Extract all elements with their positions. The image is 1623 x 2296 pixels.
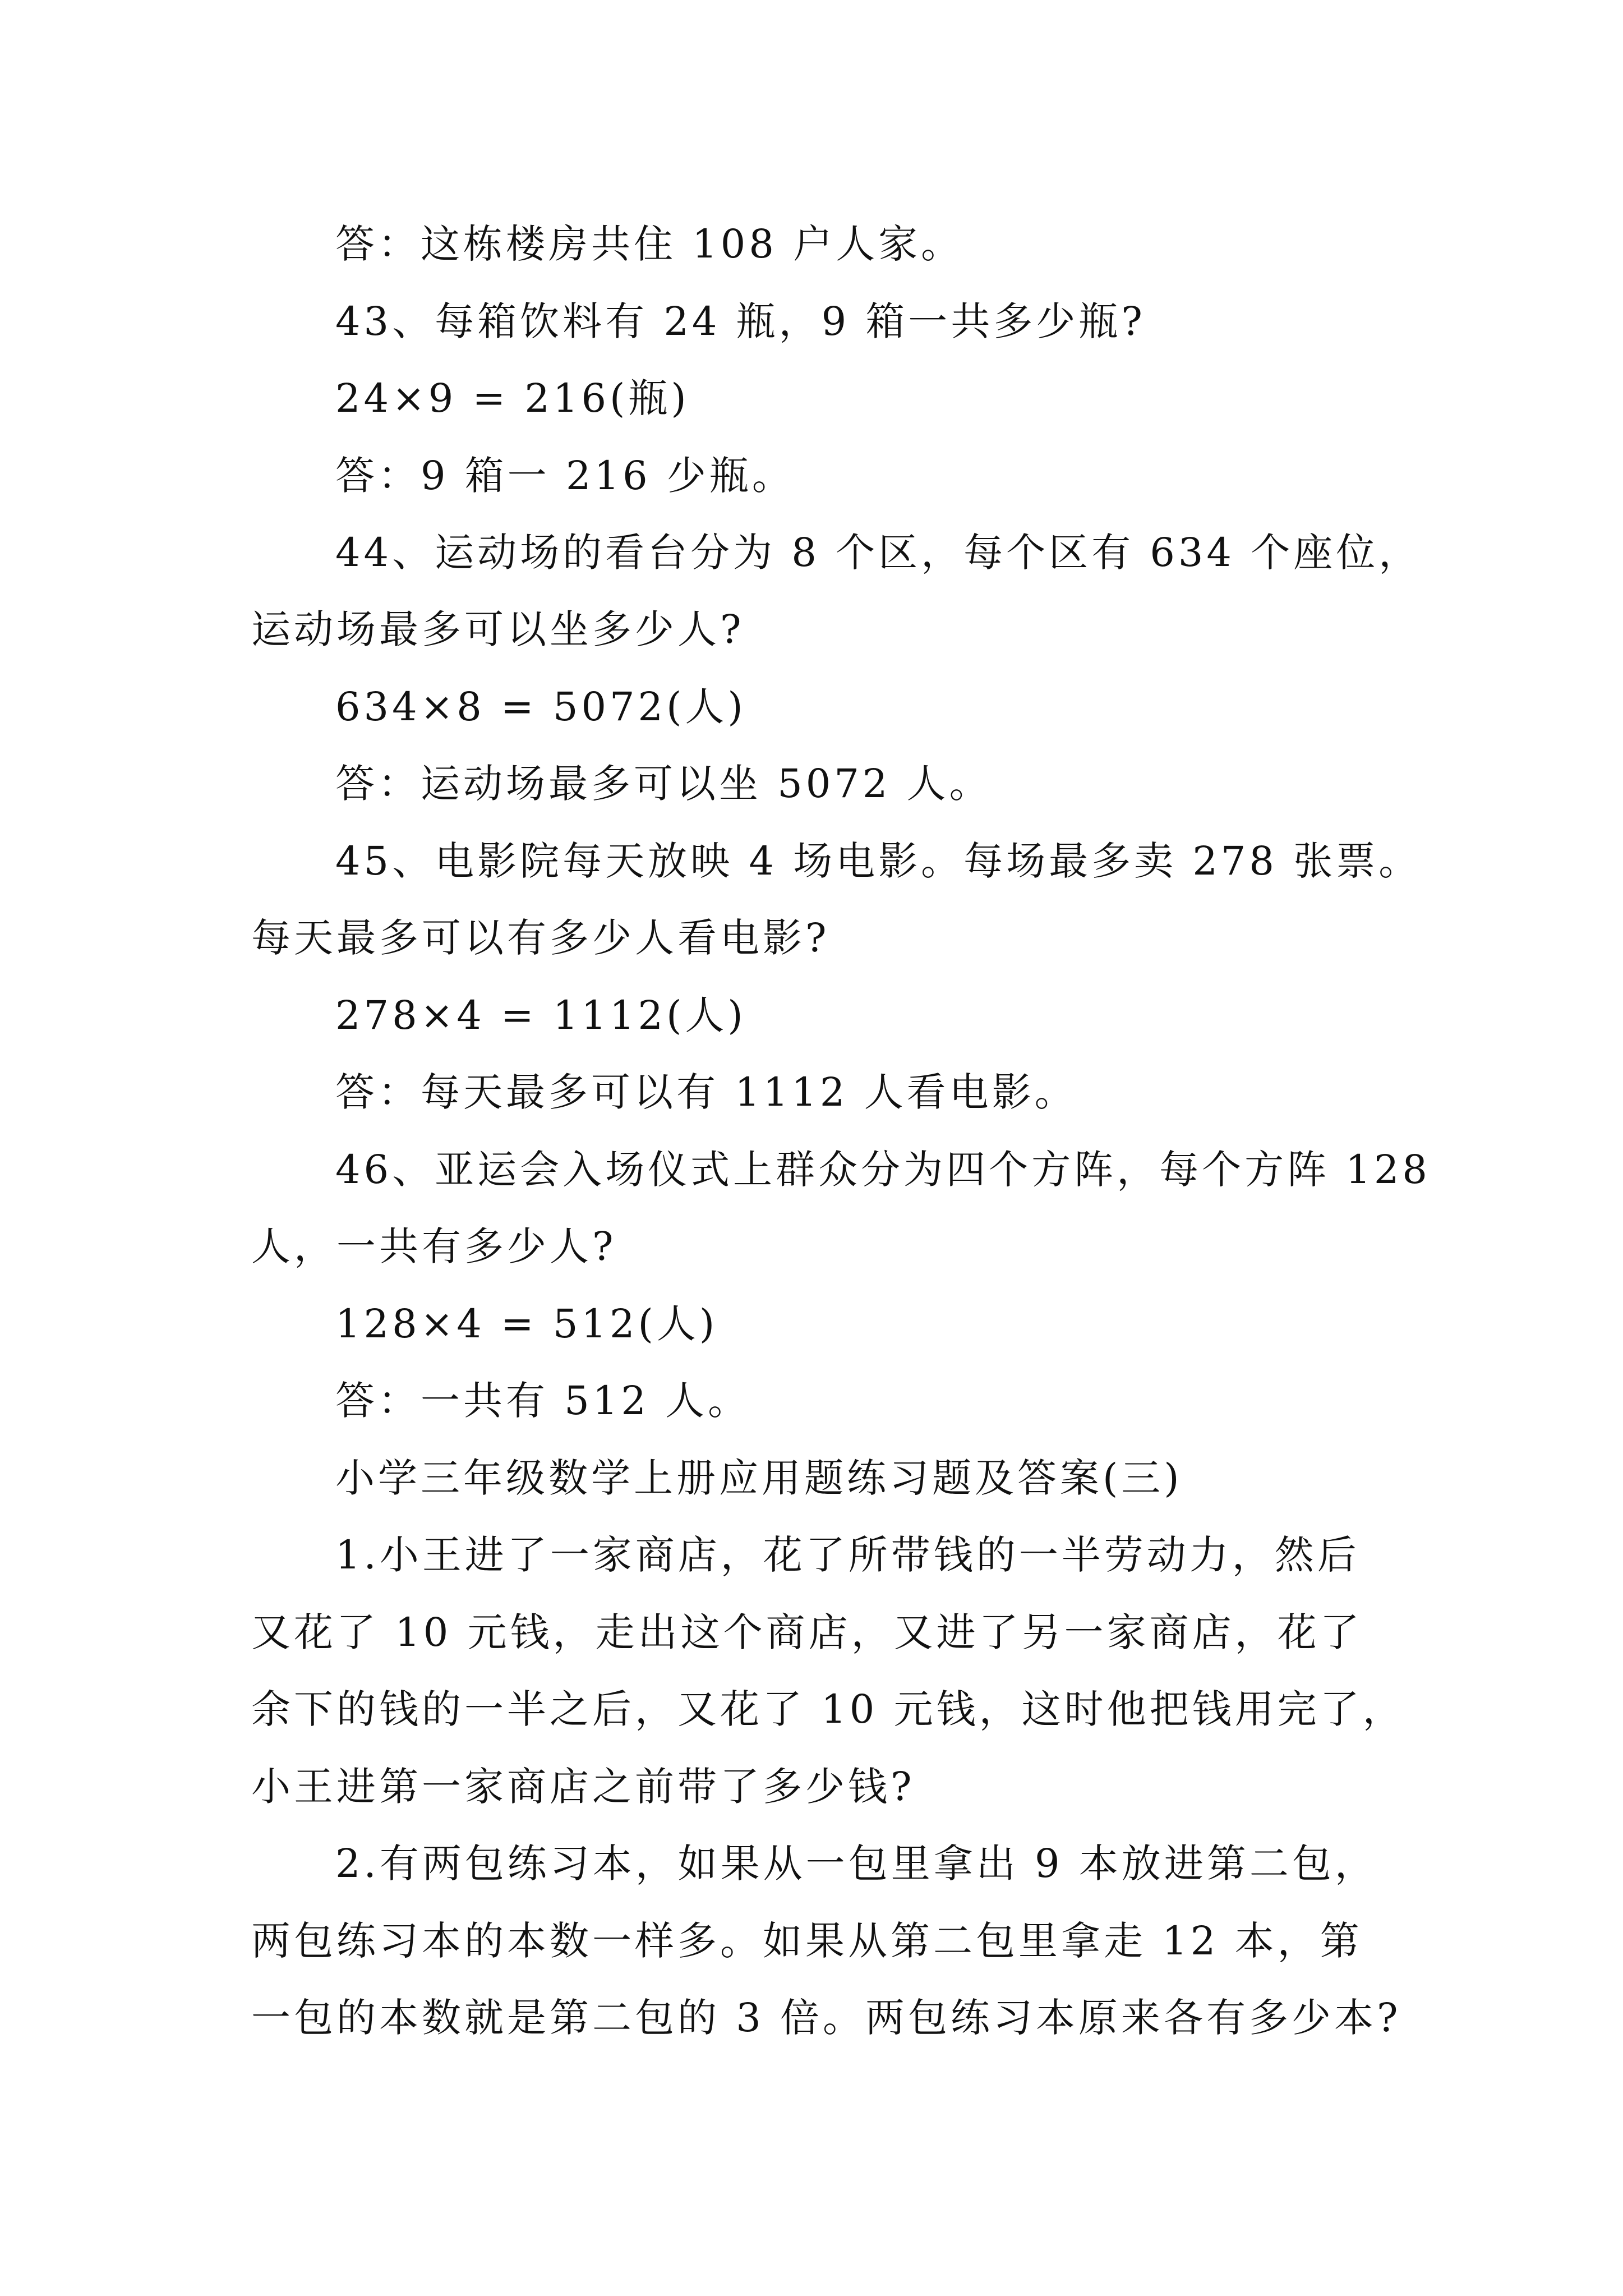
problem-line: 1.小王进了一家商店，花了所带钱的一半劳动力，然后 (335, 1532, 1360, 1578)
problem-continuation-line: 余下的钱的一半之后，又花了 10 元钱，这时他把钱用完了， (251, 1686, 1405, 1732)
answer-line: 答：9 箱一 216 少瓶。 (335, 453, 795, 499)
problem-continuation-line: 一包的本数就是第二包的 3 倍。两包练习本原来各有多少本? (251, 1995, 1401, 2041)
answer-line: 答：运动场最多可以坐 5072 人。 (335, 761, 992, 807)
answer-line: 答：每天最多可以有 1112 人看电影。 (335, 1069, 1077, 1115)
question-continuation-line: 每天最多可以有多少人看电影? (251, 915, 830, 961)
question-line: 43、每箱饮料有 24 瓶，9 箱一共多少瓶? (335, 298, 1146, 344)
section-heading: 小学三年级数学上册应用题练习题及答案(三) (335, 1455, 1183, 1501)
question-line: 45、电影院每天放映 4 场电影。每场最多卖 278 张票。 (335, 838, 1422, 884)
question-continuation-line: 运动场最多可以坐多少人? (251, 606, 745, 652)
question-line: 46、亚运会入场仪式上群众分为四个方阵，每个方阵 128 (335, 1147, 1431, 1193)
problem-continuation-line: 又花了 10 元钱，走出这个商店，又进了另一家商店，花了 (251, 1609, 1363, 1655)
equation-line: 634×8 = 5072(人) (335, 684, 746, 730)
problem-line: 2.有两包练习本，如果从一包里拿出 9 本放进第二包， (335, 1841, 1377, 1887)
question-line: 44、运动场的看台分为 8 个区，每个区有 634 个座位， (335, 530, 1422, 576)
equation-line: 278×4 = 1112(人) (335, 992, 746, 1038)
problem-continuation-line: 两包练习本的本数一样多。如果从第二包里拿走 12 本，第 (251, 1918, 1363, 1964)
answer-line: 答：这栋楼房共住 108 户人家。 (335, 221, 964, 267)
equation-line: 128×4 = 512(人) (335, 1301, 718, 1347)
question-continuation-line: 人，一共有多少人? (251, 1223, 617, 1269)
answer-line: 答：一共有 512 人。 (335, 1378, 751, 1424)
equation-line: 24×9 = 216(瓶) (335, 375, 690, 421)
problem-continuation-line: 小王进第一家商店之前带了多少钱? (251, 1764, 915, 1810)
